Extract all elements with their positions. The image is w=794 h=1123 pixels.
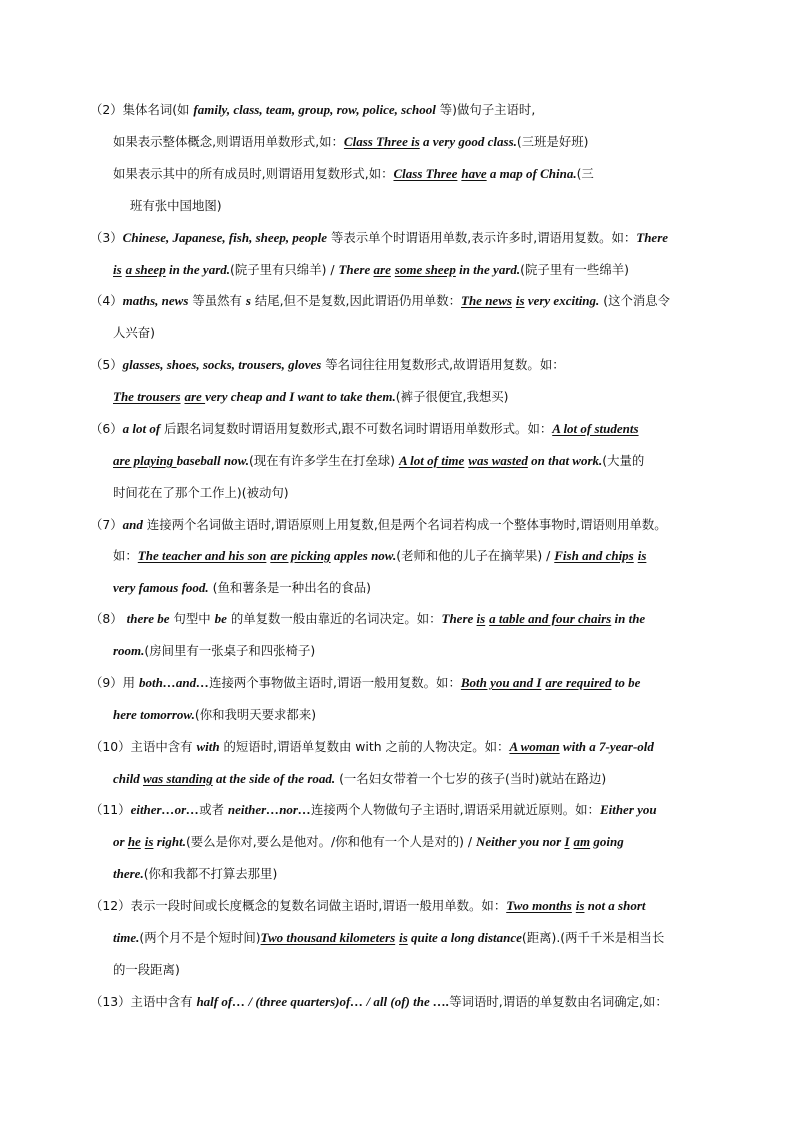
text-line	[113, 260, 629, 280]
example-text: half of… / (three quarters)of… / all (of) the ….	[196, 994, 450, 1009]
example-text: or	[113, 834, 128, 849]
underlined-example-text: is	[399, 930, 408, 945]
text-line	[90, 673, 640, 693]
underlined-example-text: a table and four chairs	[489, 611, 612, 626]
example-text: be	[214, 611, 227, 626]
example-text: a very good class.	[419, 134, 517, 149]
body-text: (院子里有一些绵羊)	[520, 262, 629, 277]
example-text: here tomorrow.	[113, 707, 195, 722]
body-text: （10）主语中含有	[90, 739, 197, 754]
text-line	[113, 578, 371, 598]
underlined-example-text: Two months	[506, 898, 572, 913]
example-text: right.	[153, 834, 186, 849]
text-line	[113, 483, 289, 503]
example-text: There	[441, 611, 477, 626]
example-text: time.	[113, 930, 140, 945]
body-text: （4）	[90, 293, 123, 308]
body-text: (三	[576, 166, 594, 181]
example-text: in the yard.	[165, 262, 231, 277]
body-text: 的一段距离)	[113, 962, 180, 977]
underlined-example-text: is	[144, 834, 154, 849]
body-text: (房间里有一张桌子和四张椅子)	[144, 643, 316, 658]
example-text: glasses, shoes, socks, trousers, gloves	[122, 357, 322, 372]
underlined-example-text: The trousers	[113, 389, 181, 404]
text-line	[113, 387, 509, 407]
underlined-example-text: some sheep	[394, 262, 456, 277]
body-text: 如果表示整体概念,则谓语用单数形式,如：	[113, 134, 344, 149]
example-text: room.	[113, 643, 145, 658]
body-text: (大量的	[602, 453, 645, 468]
example-text: either…or…	[130, 802, 200, 817]
underlined-example-text: a sheep	[125, 262, 166, 277]
underlined-example-text: was standing	[142, 771, 213, 786]
text-line	[90, 992, 668, 1012]
body-text: 如果表示其中的所有成员时,则谓语用复数形式,如：	[113, 166, 394, 181]
example-text: with a 7-year-old	[559, 739, 654, 754]
underlined-example-text: A woman	[509, 739, 560, 754]
body-text: 等名词往往用复数形式,故谓语用复数。如：	[321, 357, 565, 372]
body-text: (鱼和薯条是一种出名的食品)	[208, 580, 371, 595]
body-text: 如：	[113, 548, 138, 563]
underlined-example-text: I	[564, 834, 570, 849]
body-text: 连接两个人物做句子主语时,谓语采用就近原则。如：	[311, 802, 600, 817]
body-text: (你和我都不打算去那里)	[143, 866, 278, 881]
body-text: 等虽然有	[188, 293, 246, 308]
underlined-example-text: is	[515, 293, 525, 308]
text-line	[113, 928, 664, 948]
body-text: 的单复数一般由靠近的名词决定。如：	[226, 611, 442, 626]
body-text: （12）表示一段时间或长度概念的复数名词做主语时,谓语一般用单数。如：	[90, 898, 507, 913]
text-line	[90, 515, 667, 535]
example-text: a lot of	[122, 421, 161, 436]
body-text: （13）主语中含有	[90, 994, 197, 1009]
body-text: （11）	[90, 802, 131, 817]
body-text: 的短语时,谓语单复数由 with 之前的人物决定。如：	[219, 739, 510, 754]
underlined-example-text: are	[184, 389, 206, 404]
body-text: （8）	[90, 611, 127, 626]
example-text: very famous food.	[113, 580, 209, 595]
example-text: there be	[126, 611, 170, 626]
underlined-example-text: am	[573, 834, 591, 849]
underlined-example-text: Class Three is	[343, 134, 420, 149]
underlined-example-text: have	[461, 166, 487, 181]
body-text: （9）用	[90, 675, 139, 690]
underlined-example-text: Both you and I	[460, 675, 542, 690]
body-text: 连接两个事物做主语时,谓语一般用复数。如：	[209, 675, 461, 690]
example-text: quite a long distance	[407, 930, 522, 945]
underlined-example-text: are playing	[113, 453, 177, 468]
body-text: （6）	[90, 421, 123, 436]
example-text: There	[636, 230, 669, 245]
body-text: (院子里有只绵羊) /	[230, 262, 339, 277]
example-text: going	[590, 834, 624, 849]
underlined-example-text: Two thousand kilometers	[260, 930, 396, 945]
example-text: with	[196, 739, 220, 754]
body-text: 等词语时,谓语的单复数由名词确定,如：	[449, 994, 668, 1009]
underlined-example-text: he	[127, 834, 141, 849]
body-text: （2）集体名词(如	[90, 102, 194, 117]
body-text: (距离).(两千千米是相当长	[521, 930, 665, 945]
underlined-example-text: The teacher and his son	[137, 548, 267, 563]
body-text: (现在有许多学生在打垒球)	[249, 453, 399, 468]
body-text: 等表示单个时谓语用单数,表示许多时,谓语用复数。如：	[327, 230, 637, 245]
example-text: to be	[611, 675, 641, 690]
underlined-example-text: is	[575, 898, 585, 913]
example-text: There	[338, 262, 374, 277]
example-text: family, class, team, group, row, police, school	[193, 102, 436, 117]
text-line	[90, 419, 639, 439]
text-line	[90, 100, 535, 120]
text-line	[113, 960, 180, 980]
body-text: 结尾,但不是复数,因此谓语仍用单数：	[250, 293, 462, 308]
underlined-example-text: A lot of students	[552, 421, 639, 436]
underlined-example-text: The news	[461, 293, 512, 308]
example-text: Either you	[599, 802, 657, 817]
body-text: (一名妇女带着一个七岁的孩子(当时)就站在路边)	[335, 771, 607, 786]
body-text: (老师和他的儿子在摘苹果) /	[396, 548, 555, 563]
body-text: 连接两个名词做主语时,谓语原则上用复数,但是两个名词若构成一个整体事物时,谓语则用单数。	[142, 517, 667, 532]
text-line	[113, 132, 589, 152]
body-text: (三班是好班)	[516, 134, 589, 149]
underlined-example-text: Fish and chips	[554, 548, 634, 563]
example-text: apples now.	[330, 548, 397, 563]
example-text: not a short	[584, 898, 646, 913]
underlined-example-text: is	[637, 548, 647, 563]
example-text: in the	[611, 611, 646, 626]
text-line	[90, 291, 670, 311]
body-text: (两个月不是个短时间)	[139, 930, 261, 945]
body-text: 句型中	[169, 611, 215, 626]
underlined-example-text: A lot of time	[398, 453, 465, 468]
example-text: neither…nor…	[227, 802, 311, 817]
text-line	[130, 196, 222, 216]
example-text: there.	[113, 866, 144, 881]
example-text: very exciting.	[524, 293, 600, 308]
text-line	[113, 864, 277, 884]
underlined-example-text: are	[373, 262, 391, 277]
example-text: s	[245, 293, 251, 308]
underlined-example-text: are picking	[270, 548, 331, 563]
example-text: Neither you nor	[476, 834, 565, 849]
body-text: (你和我明天要求都来)	[194, 707, 317, 722]
body-text: 人兴奋)	[113, 325, 156, 340]
text-line	[113, 705, 316, 725]
body-text: （7）	[90, 517, 123, 532]
example-text: child	[113, 771, 143, 786]
body-text: （5）	[90, 357, 123, 372]
underlined-example-text: is	[476, 611, 486, 626]
text-line	[113, 769, 606, 789]
text-line	[113, 832, 624, 852]
text-line	[113, 451, 644, 471]
body-text: (要么是你对,要么是他对。/你和他有一个人是对的) /	[185, 834, 476, 849]
text-line	[90, 609, 645, 629]
text-line	[90, 800, 657, 820]
example-text: at the side of the road.	[212, 771, 336, 786]
body-text: （3）	[90, 230, 123, 245]
body-text: (这个消息令	[599, 293, 671, 308]
example-text: baseball now.	[176, 453, 250, 468]
text-line	[113, 641, 315, 661]
underlined-example-text: was wasted	[468, 453, 528, 468]
body-text: 或者	[199, 802, 228, 817]
underlined-example-text: Class Three	[393, 166, 458, 181]
text-line	[90, 896, 646, 916]
underlined-example-text: is	[113, 262, 122, 277]
body-text: 等)做句子主语时,	[435, 102, 536, 117]
body-text: (裤子很便宜,我想买)	[395, 389, 509, 404]
example-text: on that work.	[527, 453, 603, 468]
text-line	[113, 323, 155, 343]
example-text: a map of China.	[486, 166, 577, 181]
text-line	[113, 164, 594, 184]
text-line	[113, 546, 646, 566]
example-text: in the yard.	[455, 262, 521, 277]
example-text: both…and…	[139, 675, 210, 690]
body-text: 时间花在了那个工作上)(被动句)	[113, 485, 289, 500]
text-line	[90, 228, 668, 248]
example-text: maths, news	[122, 293, 189, 308]
body-text: 班有张中国地图)	[130, 198, 222, 213]
text-line	[90, 355, 565, 375]
body-text: 后跟名词复数时谓语用复数形式,跟不可数名词时谓语用单数形式。如：	[160, 421, 553, 436]
text-line	[90, 737, 654, 757]
example-text: and	[122, 517, 143, 532]
example-text: Chinese, Japanese, fish, sheep, people	[122, 230, 328, 245]
example-text: very cheap and I want to take them.	[205, 389, 396, 404]
underlined-example-text: are required	[545, 675, 612, 690]
